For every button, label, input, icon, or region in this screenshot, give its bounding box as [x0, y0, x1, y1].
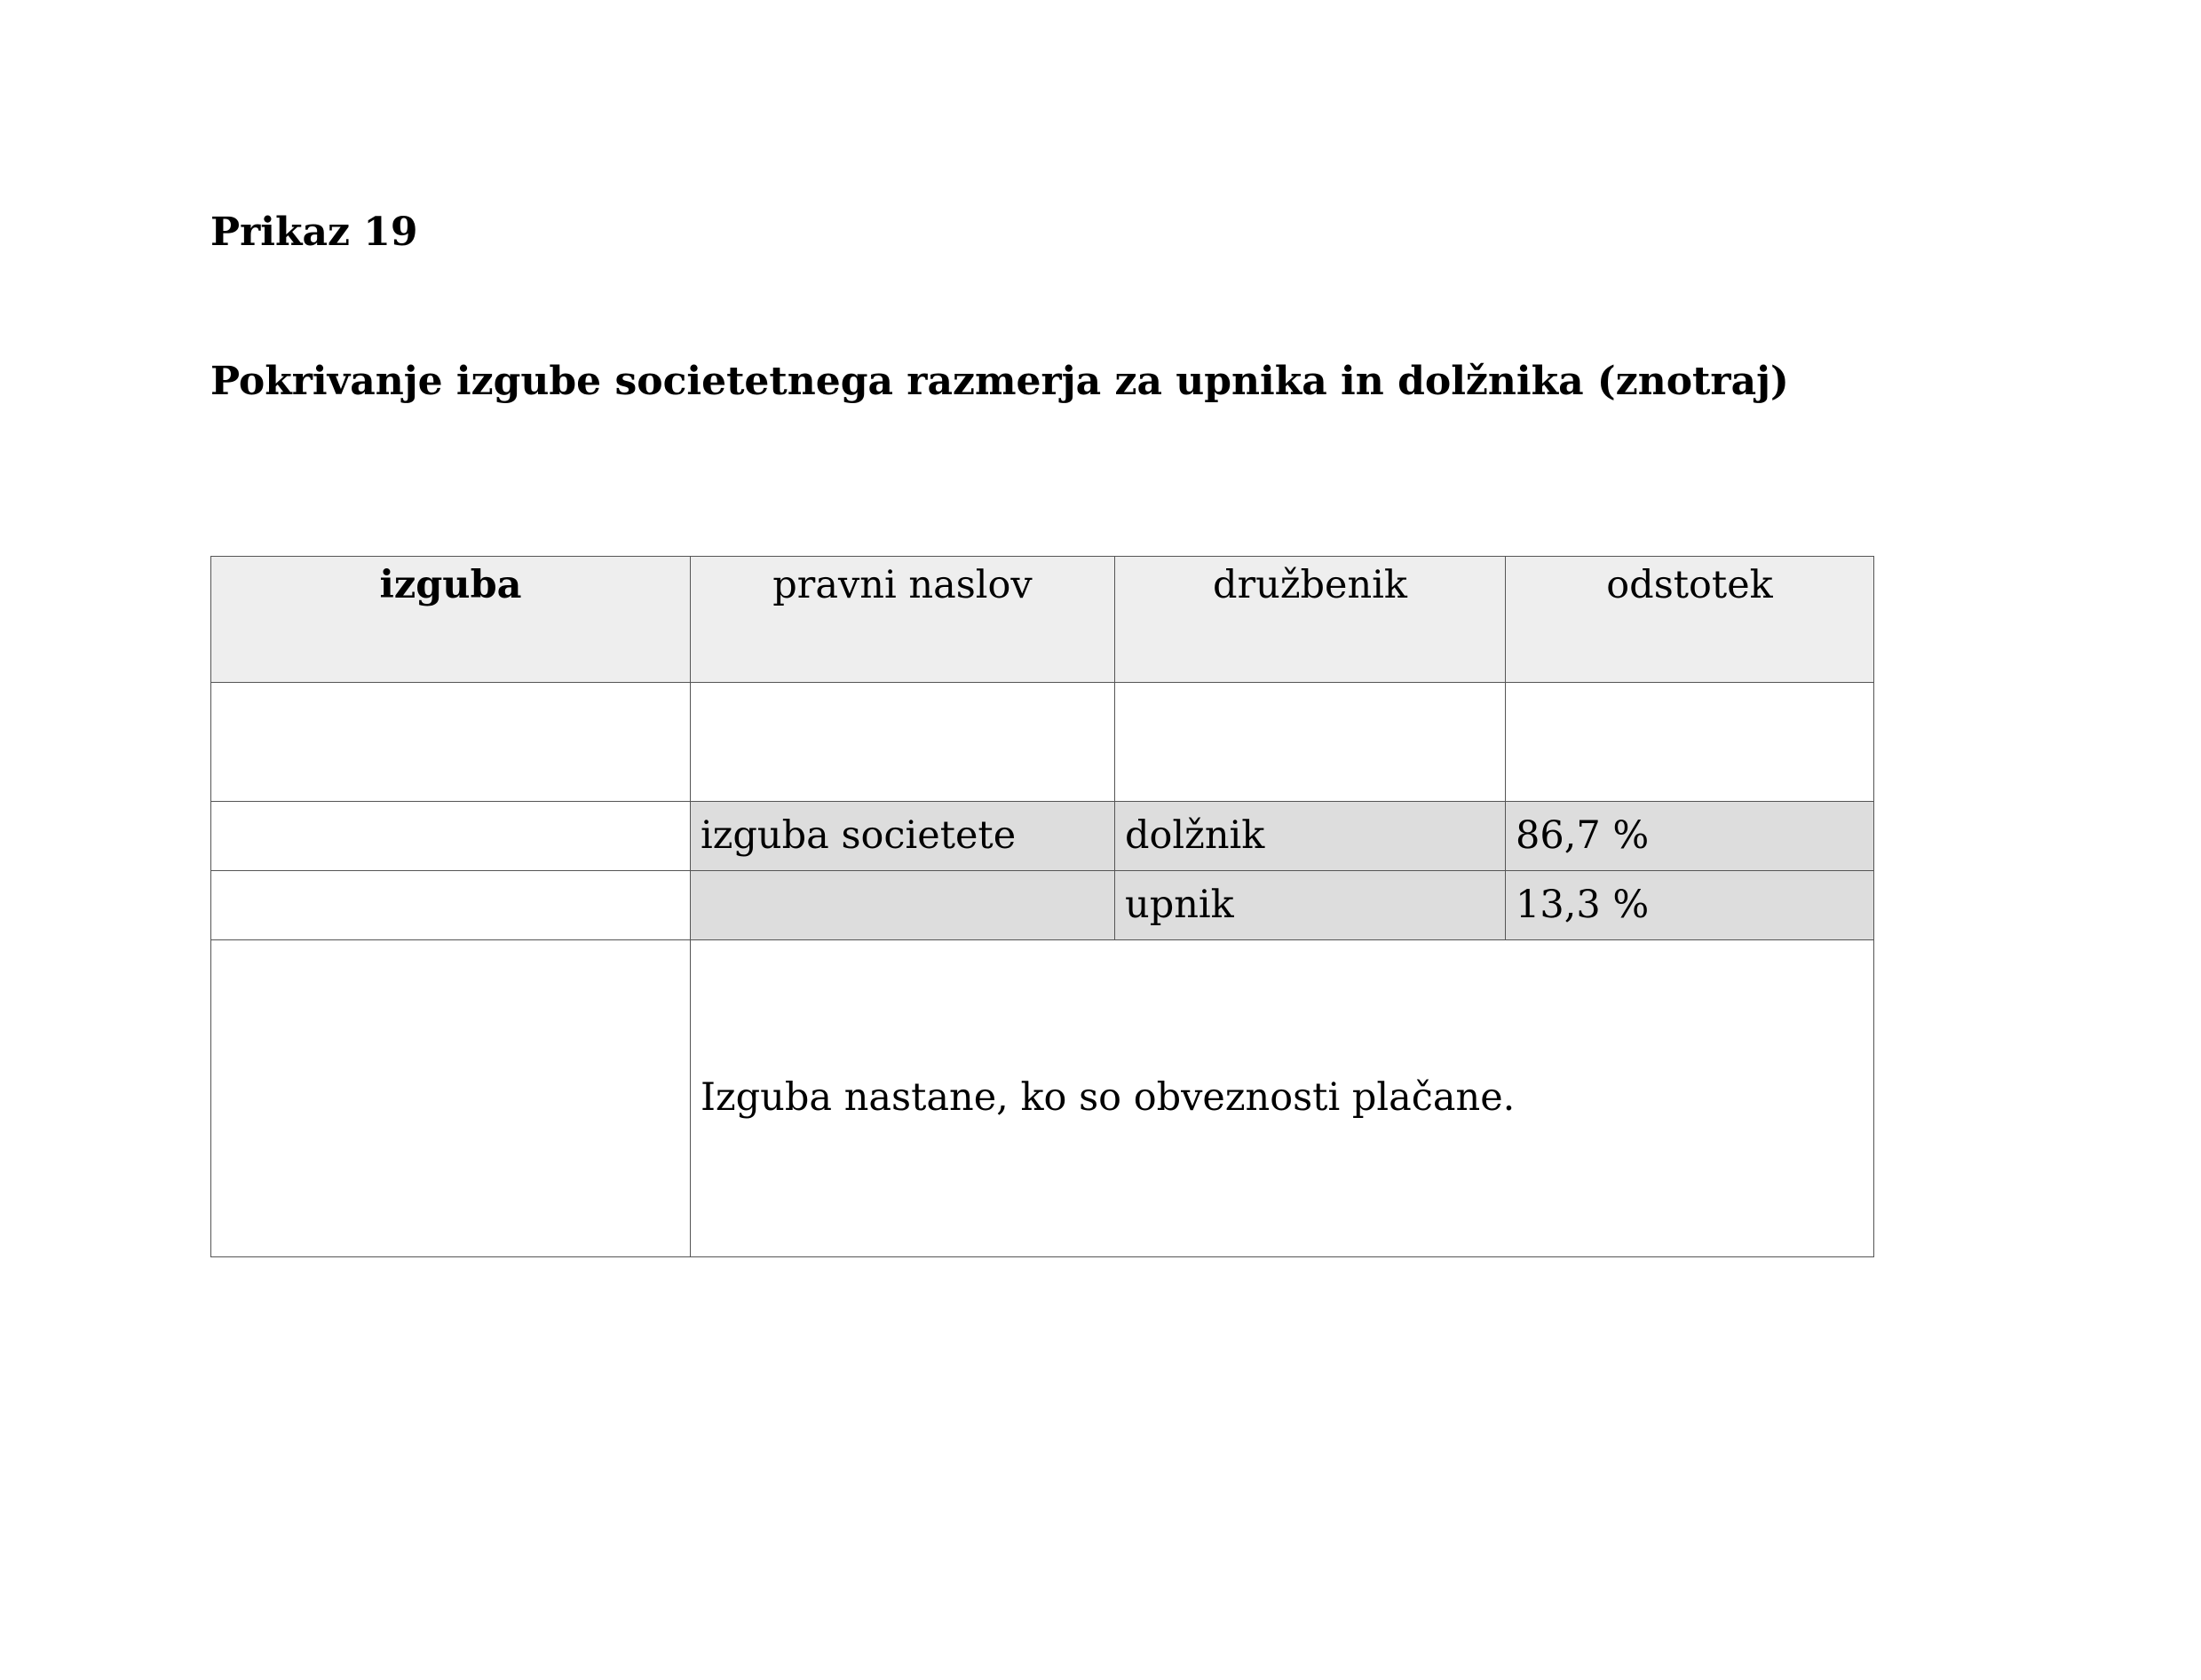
header-percent: odstotek	[1506, 557, 1874, 683]
table-cell	[211, 871, 691, 940]
figure-label: Prikaz 19	[210, 210, 418, 255]
table-cell	[691, 683, 1115, 802]
table-cell	[211, 940, 691, 1257]
table-row	[211, 871, 1874, 940]
cell-partner: upnik	[1115, 871, 1506, 940]
table-cell	[1506, 683, 1874, 802]
header-partner: družbenik	[1115, 557, 1506, 683]
cell-percent: 13,3 %	[1506, 871, 1874, 940]
loss-coverage-table	[210, 556, 1874, 1257]
table-cell	[211, 683, 691, 802]
table-cell	[1115, 683, 1506, 802]
table-row-note	[211, 940, 1874, 1257]
table-header-row	[211, 557, 1874, 683]
figure-title: Pokrivanje izgube societetnega razmerja za upnika in dolžnika (znotraj)	[210, 359, 1789, 404]
cell-legal-title	[691, 871, 1115, 940]
table-row	[211, 802, 1874, 871]
table-cell	[211, 802, 691, 871]
header-legal-title: pravni naslov	[691, 557, 1115, 683]
cell-legal-title: izguba societete	[691, 802, 1115, 871]
table-row-empty	[211, 683, 1874, 802]
note-text: Izguba nastane, ko so obveznosti plačane.	[691, 940, 1874, 1257]
header-loss: izguba	[211, 557, 691, 683]
cell-partner: dolžnik	[1115, 802, 1506, 871]
cell-percent: 86,7 %	[1506, 802, 1874, 871]
